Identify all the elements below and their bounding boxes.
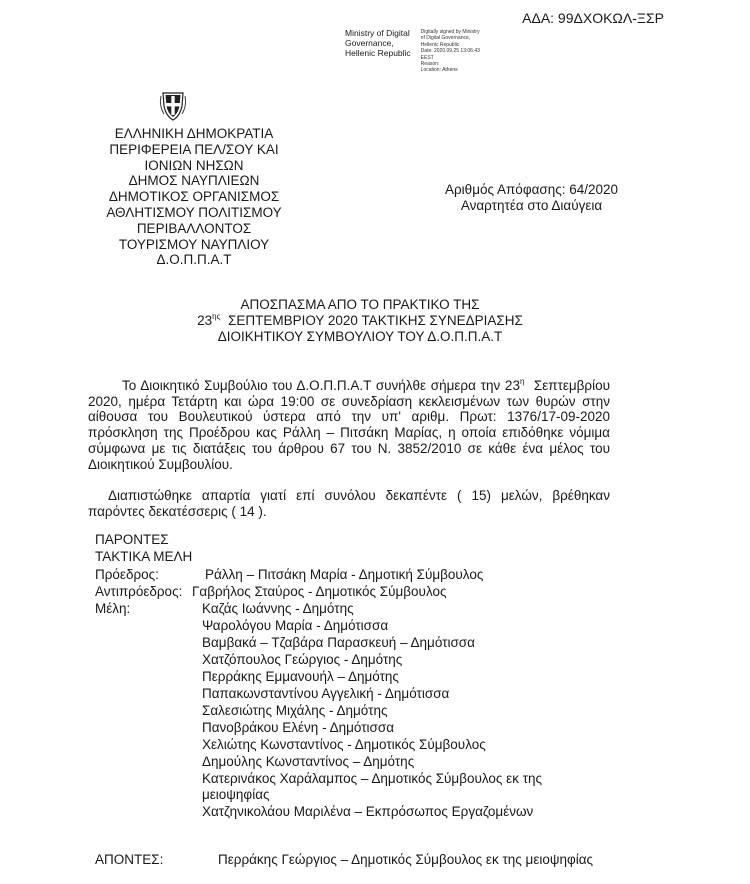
present-heading: ΠΑΡΟΝΤΕΣ [95,532,169,547]
paragraph-line: 2020, ημέρα Τετάρτη και ώρα 19:00 σε συνεδρίαση κεκλεισμένων των θυρών στην [88,393,610,409]
paragraph-line: πρόσκληση της Προέδρου κας Ράλλη – Πιτσάκη Μαρίας, η οποία επιδόθηκε νόμιμα [88,425,610,441]
decision-number: Αριθμός Απόφασης: 64/2020 [445,182,619,197]
signature-name-line: Ministry of Digital [345,28,410,38]
member-item: μειοψηφίας [202,787,270,802]
member-item: Σαλεσιώτης Μιχάλης - Δημότης [202,703,388,718]
header-line: ΑΘΛΗΤΙΣΜΟΥ ΠΟΛΙΤΙΣΜΟΥ [106,204,282,220]
excerpt-day: 23 [197,313,213,328]
absent-label: ΑΠΟΝΤΕΣ: [95,852,164,867]
header-line: ΔΗΜΟΣ ΝΑΥΠΛΙΕΩΝ [128,173,260,189]
excerpt-line: ΔΙΟΙΚΗΤΙΚΟΥ ΣΥΜΒΟΥΛΙΟΥ ΤΟΥ Δ.Ο.Π.Π.Α.Τ [217,329,503,344]
signature-details [421,28,480,74]
excerpt-line [140,313,580,329]
meeting-paragraph [88,378,610,472]
president-name: Ράλλη – Πιτσάκη Μαρία - Δημοτική Σύμβουλος [205,567,484,582]
member-item: Χελιώτης Κωνσταντίνος - Δημοτικός Σύμβουλος [202,737,486,752]
greek-coat-of-arms-icon [158,90,188,122]
excerpt-date-rest: ΣΕΠΤΕΜΒΡΙΟΥ 2020 ΤΑΚΤΙΚΗΣ ΣΥΝΕΔΡΙΑΣΗΣ [220,313,523,328]
header-line: ΙΟΝΙΩΝ ΝΗΣΩΝ [144,157,244,173]
publication-note: Αναρτητέα στο Διαύγεια [460,197,603,213]
absent-member: Περράκης Γεώργιος – Δημοτικός Σύμβουλος εκ της μειοψηφίας [218,852,594,867]
decision-info [445,182,618,214]
president-label: Πρόεδρος: [95,567,159,582]
signature-detail-line: Digitally signed by Ministry [420,29,480,35]
paragraph-line: Διαπιστώθηκε απαρτία γιατί επί συνόλου δεκαπέντε ( 15) μελών, βρέθηκαν [108,488,610,503]
signature-detail-line: Location: Athens [420,67,458,74]
header-line: Δ.Ο.Π.Π.Α.Τ [156,252,232,268]
member-item: Κατερινάκος Χαράλαμπος – Δημοτικός Σύμβουλος εκ της [202,771,543,786]
member-item: Ψαρολόγου Μαρία - Δημότισσα [202,618,389,633]
signature-name-line: Hellenic Republic [345,48,411,58]
signature-detail-line: of Digital Governance, [420,35,471,42]
header-line: ΠΕΡΙΒΑΛΛΟΝΤΟΣ [136,220,252,236]
member-item: Χατζηνικολάου Μαριλένα – Εκπρόσωπος Εργαζομένων [202,804,534,819]
excerpt-line: ΑΠΟΣΠΑΣΜΑ ΑΠΟ ΤΟ ΠΡΑΚΤΙΚΟ ΤΗΣ [240,297,480,312]
signature-name [345,28,411,74]
header-line: ΤΟΥΡΙΣΜΟΥ ΝΑΥΠΛΙΟΥ [118,236,270,252]
paragraph-line: παρόντες δεκατέσσερις ( 14 ). [88,503,267,519]
member-item: Χατζόπουλος Γεώργιος - Δημότης [202,652,403,667]
signature-name-line: Governance, [345,38,394,48]
vice-president-name: Γαβρήλος Σταύρος - Δημοτικός Σύμβουλος [192,584,447,599]
paragraph-line: αίθουσα του Βουλευτικού ύστερα από την υπ' αριθμ. Πρωτ: 1376/17-09-2020 [88,409,610,425]
member-item: Παπακωνσταντίνου Αγγελική - Δημότισσα [202,686,450,701]
paragraph-line: σύμφωνα με τις διατάξεις του άρθρου 67 του Ν. 3852/2010 σε κάθε ένα μέλος του [88,440,610,456]
signature-detail-line: Date: 2020.09.25 13:06:43 [420,48,480,55]
signature-detail-line: Reason: [420,61,440,68]
member-item: Βαμβακά – Τζαβάρα Παρασκευή – Δημότισσα [202,635,475,650]
digital-signature [345,28,480,74]
paragraph-line: Διοικητικού Συμβουλίου. [88,456,233,472]
header-line: ΠΕΡΙΦΕΡΕΙΑ ΠΕΛ/ΣΟΥ ΚΑΙ [109,141,279,157]
excerpt-day-suffix: ης [212,312,221,321]
quorum-paragraph [88,488,610,519]
regular-members-heading: ΤΑΚΤΙΚΑ ΜΕΛΗ [95,549,193,564]
issuer-header [88,126,300,268]
ada-code: ΑΔΑ: 99ΔΧΟΚΩΛ-ΞΣΡ [522,10,664,26]
excerpt-title [140,297,580,345]
vice-president-label: Αντιπρόεδρος: [95,584,183,599]
signature-detail-line: Hellenic Republic [420,41,460,48]
header-line: ΔΗΜΟΤΙΚΟΣ ΟΡΓΑΝΙΣΜΟΣ [108,189,280,205]
signature-detail-line: EEST [420,54,434,61]
paragraph-line: Το Διοικητικό Συμβούλιο του Δ.Ο.Π.Π.Α.Τ συνήλθε σήμερα την $23^\eta$ Σεπτεμβρίου [122,377,610,393]
member-item: Δημούλης Κωνσταντίνος – Δημότης [202,754,415,769]
member-item: Περράκης Εμμανουήλ – Δημότης [202,669,399,684]
members-label: Μέλη: [95,601,131,616]
header-line: ΕΛΛΗΝΙΚΗ ΔΗΜΟΚΡΑΤΙΑ [114,126,274,141]
member-item: Καζάς Ιωάννης - Δημότης [202,601,354,616]
member-item: Πανοβράκου Ελένη - Δημότισσα [202,720,394,735]
